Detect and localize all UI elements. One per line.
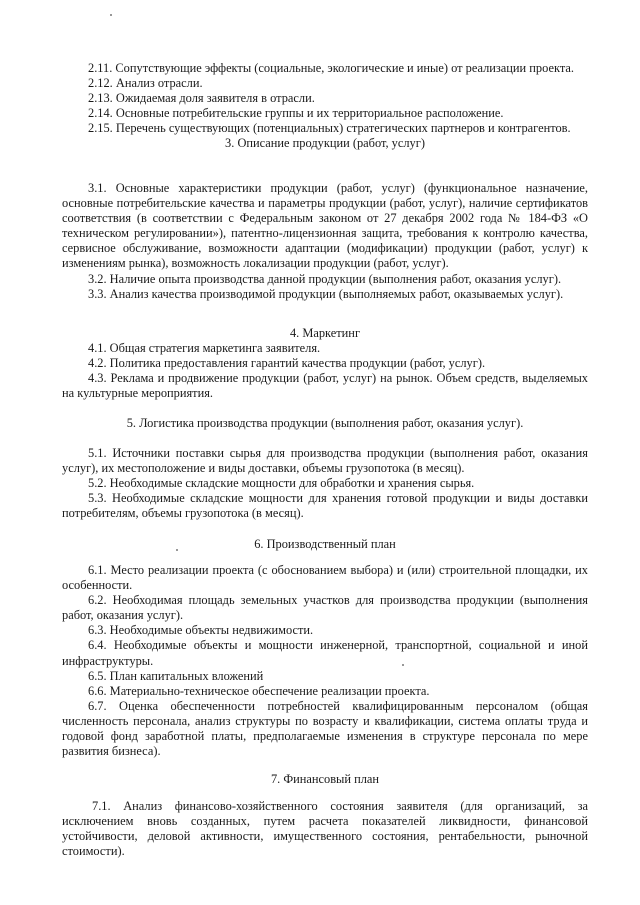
section-5	[62, 416, 588, 431]
section-4	[62, 326, 588, 341]
item-3-3: 3.3. Анализ качества производимой продукции (выполняемых работ, оказываемых услуг).	[88, 286, 564, 301]
item-6-7: 6.7. Оценка обеспеченности потребностей квалифицированным персоналом (общая численность персонала, анализ структуры по возрасту и квалификации, система оплаты труда и годовой фонд заработной платы, предполагаемые изменения в структуре персонала по мере развития бизнеса).	[62, 698, 588, 759]
scan-speck	[110, 14, 112, 16]
item-5-3: 5.3. Необходимые складские мощности для хранения готовой продукции и виды доставки потребителям, объемы грузопотока (в месяц).	[62, 491, 588, 521]
section-6	[62, 537, 588, 552]
item-3-2: 3.2. Наличие опыта производства данной продукции (выполнения работ, оказания услуг).	[88, 271, 562, 286]
section-7-heading: 7. Финансовый план	[270, 772, 380, 786]
item-7-1: 7.1. Анализ финансово-хозяйственного состояния заявителя (для организаций, за исключением вновь созданных, путем расчета показателей ликвидности, финансовой устойчивости, деловой активности, имущественного состояния, рентабельности, рыночной стоимости).	[62, 799, 588, 859]
item-6-5: 6.5. План капитальных вложений	[88, 668, 264, 683]
item-6-4: 6.4. Необходимые объекты и мощности инженерной, транспортной, социальной и иной инфраструктуры.	[62, 638, 588, 668]
section-4-items	[62, 341, 588, 401]
section-6-items	[62, 563, 588, 759]
item-2-11: 2.11. Сопутствующие эффекты (социальные, экологические и иные) от реализации проекта.	[88, 61, 574, 75]
section-7-items	[62, 799, 588, 859]
item-3-1: 3.1. Основные характеристики продукции (работ, услуг) (функциональное назначение, основные потребительские качества и параметры продукции (работ, услуг), наличие сертификатов соответствия (в соответствии с Федеральным законом от 27 декабря 2002 года № 184-ФЗ «О техническом регулировании»), патентно-лицензионная защита, требования к контролю качества, сервисное обслуживание, возможности адаптации (модификации) продукции (работ, услуг) к изменениям рынка), возможность локализации продукции (работ, услуг).	[62, 181, 588, 271]
item-5-1: 5.1. Источники поставки сырья для производства продукции (выполнения работ, оказания услуг), их местоположение и виды доставки, объемы грузопотока (в месяц).	[62, 446, 588, 476]
item-4-2: 4.2. Политика предоставления гарантий качества продукции (работ, услуг).	[88, 356, 486, 371]
item-2-12: 2.12. Анализ отрасли.	[88, 76, 203, 91]
section-6-heading: 6. Производственный план	[254, 537, 396, 551]
item-6-1: 6.1. Место реализации проекта (с обоснованием выбора) и (или) строительной площадки, их особенности.	[62, 563, 588, 593]
section-7	[62, 772, 588, 787]
section-5-heading: 5. Логистика производства продукции (выполнения работ, оказания услуг).	[126, 416, 524, 430]
item-6-2: 6.2. Необходимая площадь земельных участков для производства продукции (выполнения работ, оказания услуг).	[62, 593, 588, 623]
item-4-1: 4.1. Общая стратегия маркетинга заявителя.	[88, 341, 321, 355]
section-4-heading: 4. Маркетинг	[289, 326, 361, 340]
section-3-heading: 3. Описание продукции (работ, услуг)	[225, 136, 425, 151]
item-6-6: 6.6. Материально-техническое обеспечение реализации проекта.	[88, 683, 430, 698]
item-2-14: 2.14. Основные потребительские группы и их территориальное расположение.	[88, 106, 504, 121]
item-4-3: 4.3. Реклама и продвижение продукции (работ, услуг) на рынок. Объем средств, выделяемых на культурные мероприятия.	[62, 371, 588, 401]
item-6-3: 6.3. Необходимые объекты недвижимости.	[88, 623, 314, 638]
section-2-items	[62, 61, 588, 152]
item-2-15: 2.15. Перечень существующих (потенциальных) стратегических партнеров и контрагентов.	[88, 121, 571, 136]
item-2-13: 2.13. Ожидаемая доля заявителя в отрасли.	[88, 91, 315, 106]
section-5-items	[62, 446, 588, 521]
section-3-items	[62, 181, 588, 302]
item-5-2: 5.2. Необходимые складские мощности для обработки и хранения сырья.	[88, 476, 475, 491]
